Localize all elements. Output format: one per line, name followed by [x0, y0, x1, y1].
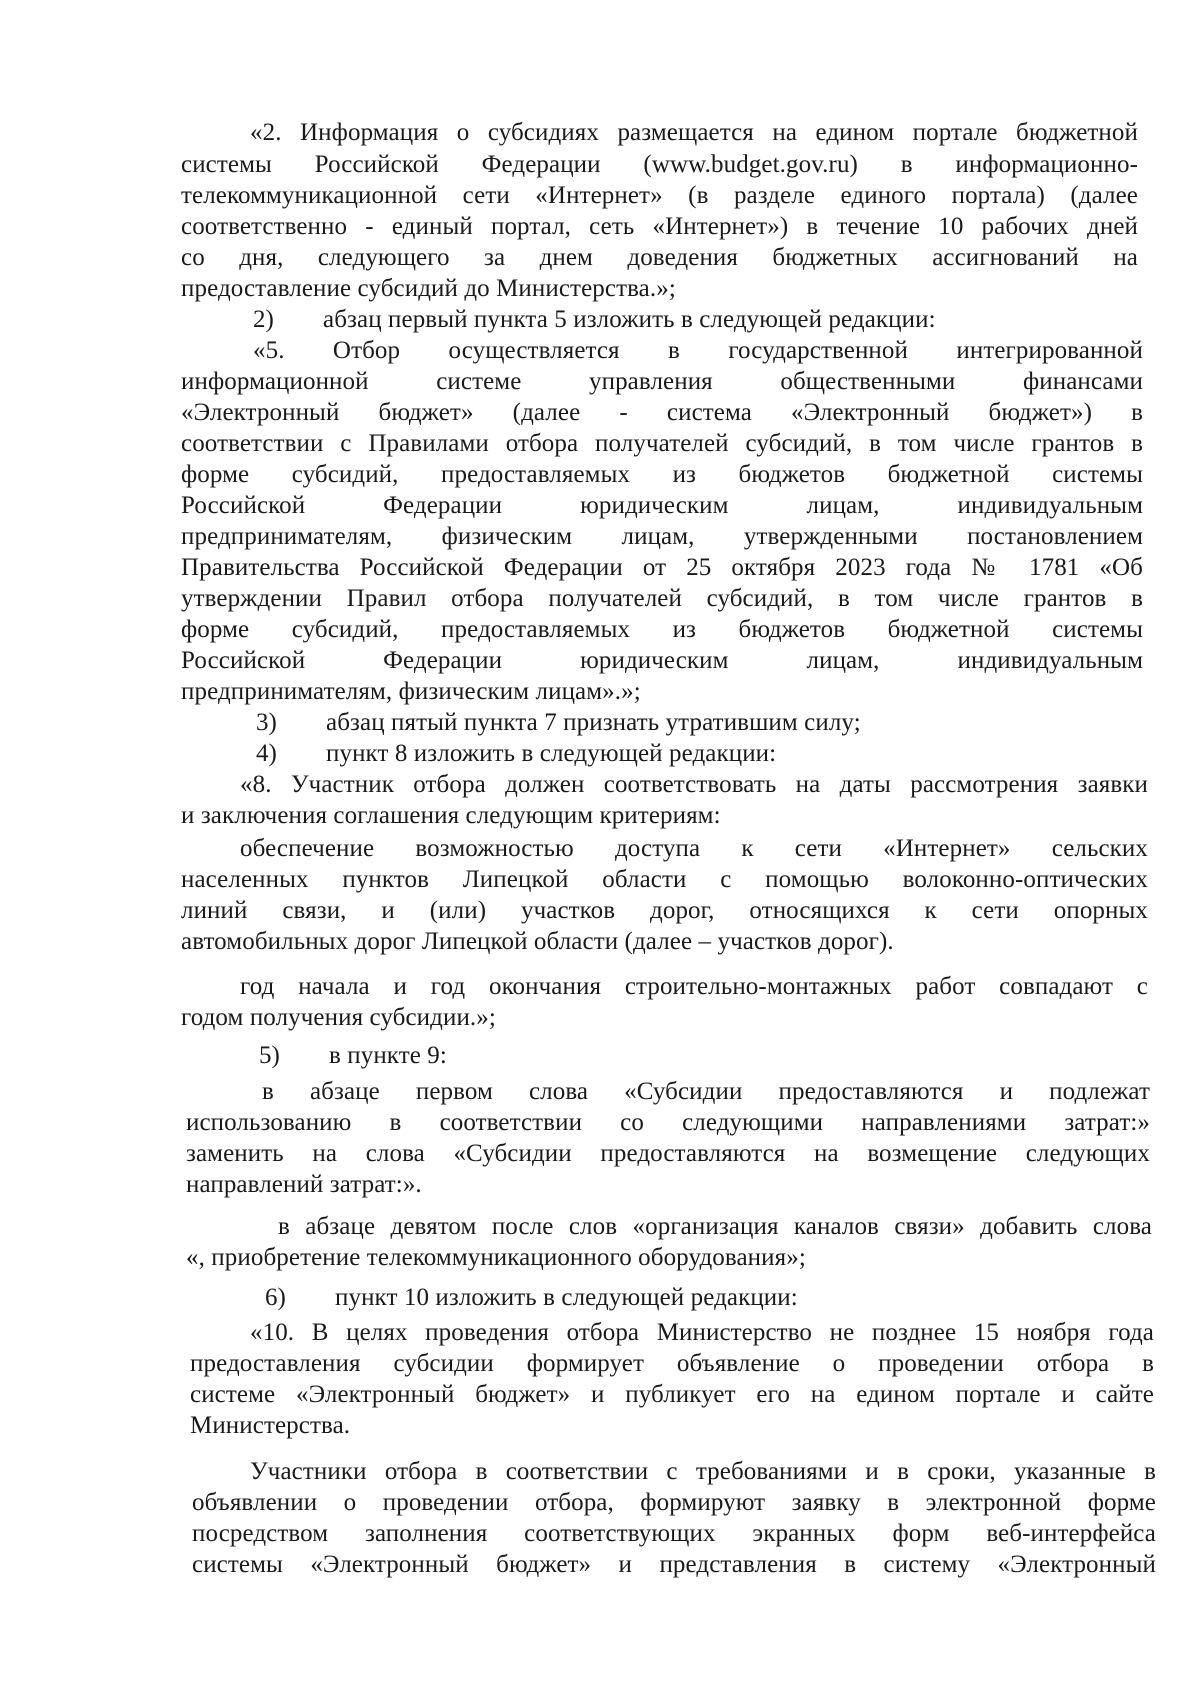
text-line: Российской Федерации юридическим лицам, индивидуальным	[181, 492, 1143, 519]
text-line: соответствии с Правилами отбора получателей субсидий, в том числе грантов в	[181, 430, 1143, 457]
text-line: «5. Отбор осуществляется в государственной интегрированной	[253, 337, 1143, 364]
text-line: предпринимателям, физическим лицам, утвержденными постановлением	[181, 523, 1143, 550]
text-line: Министерства.	[190, 1412, 351, 1439]
text-line: предоставления субсидии формирует объявление о проведении отбора в	[190, 1350, 1154, 1377]
text-line: со дня, следующего за днем доведения бюджетных ассигнований на	[181, 244, 1138, 271]
text-line: линий связи, и (или) участков дорог, относящихся к сети опорных	[181, 897, 1148, 924]
text-line: Правительства Российской Федерации от 25 октября 2023 года № 1781 «Об	[181, 554, 1143, 581]
text-line: «Электронный бюджет» (далее - система «Электронный бюджет») в	[181, 399, 1143, 426]
item-number: 5)	[259, 1042, 280, 1069]
text-line: автомобильных дорог Липецкой области (далее – участков дорог).	[181, 928, 894, 955]
text-line: абзац первый пункта 5 изложить в следующей редакции:	[323, 306, 936, 333]
text-line: год начала и год окончания строительно-монтажных работ совпадают с	[240, 973, 1148, 1000]
text-line: утверждении Правил отбора получателей субсидий, в том числе грантов в	[181, 585, 1143, 612]
text-line: абзац пятый пункта 7 признать утратившим силу;	[326, 709, 861, 736]
text-line: предпринимателям, физическим лицам».»;	[181, 678, 641, 705]
text-line: системы «Электронный бюджет» и представления в систему «Электронный	[192, 1551, 1156, 1578]
text-line: информационной системе управления общественными финансами	[181, 368, 1143, 395]
text-line: форме субсидий, предоставляемых из бюджетов бюджетной системы	[181, 461, 1143, 488]
text-line: в абзаце первом слова «Субсидии предоставляются и подлежат	[262, 1078, 1150, 1105]
text-line: «10. В целях проведения отбора Министерство не позднее 15 ноября года	[250, 1319, 1154, 1346]
text-line: пункт 8 изложить в следующей редакции:	[326, 740, 777, 767]
text-line: использованию в соответствии со следующими направлениями затрат:»	[186, 1109, 1150, 1136]
text-line: соответственно - единый портал, сеть «Интернет») в течение 10 рабочих дней	[181, 213, 1138, 240]
text-line: форме субсидий, предоставляемых из бюджетов бюджетной системы	[181, 616, 1143, 643]
item-number: 4)	[256, 740, 277, 767]
text-line: Российской Федерации юридическим лицам, индивидуальным	[181, 647, 1143, 674]
text-line: телекоммуникационной сети «Интернет» (в разделе единого портала) (далее	[181, 182, 1138, 209]
text-line: годом получения субсидии.»;	[181, 1004, 496, 1031]
text-line: пункт 10 изложить в следующей редакции:	[335, 1284, 798, 1311]
text-line: «, приобретение телекоммуникационного оборудования»;	[186, 1244, 806, 1271]
text-line: направлений затрат:».	[186, 1171, 422, 1198]
item-number: 2)	[253, 306, 274, 333]
text-line: и заключения соглашения следующим критериям:	[181, 802, 721, 829]
text-line: в абзаце девятом после слов «организация каналов связи» добавить слова	[278, 1213, 1152, 1240]
text-line: в пункте 9:	[329, 1042, 447, 1069]
text-line: объявлении о проведении отбора, формируют заявку в электронной форме	[192, 1489, 1156, 1516]
text-line: посредством заполнения соответствующих экранных форм веб-интерфейса	[192, 1520, 1156, 1547]
item-number: 3)	[256, 709, 277, 736]
text-line: системы Российской Федерации (www.budget.gov.ru) в информационно-	[181, 151, 1138, 178]
text-line: предоставление субсидий до Министерства.»;	[181, 275, 676, 302]
text-line: обеспечение возможностью доступа к сети «Интернет» сельских	[240, 835, 1148, 862]
text-line: системе «Электронный бюджет» и публикует его на едином портале и сайте	[190, 1381, 1154, 1408]
text-line: населенных пунктов Липецкой области с помощью волоконно-оптических	[181, 866, 1148, 893]
text-line: «8. Участник отбора должен соответствовать на даты рассмотрения заявки	[240, 771, 1148, 798]
text-line: заменить на слова «Субсидии предоставляются на возмещение следующих	[186, 1140, 1150, 1167]
item-number: 6)	[265, 1284, 286, 1311]
text-line: «2. Информация о субсидиях размещается на едином портале бюджетной	[250, 119, 1138, 146]
text-line: Участники отбора в соответствии с требованиями и в сроки, указанные в	[250, 1458, 1156, 1485]
